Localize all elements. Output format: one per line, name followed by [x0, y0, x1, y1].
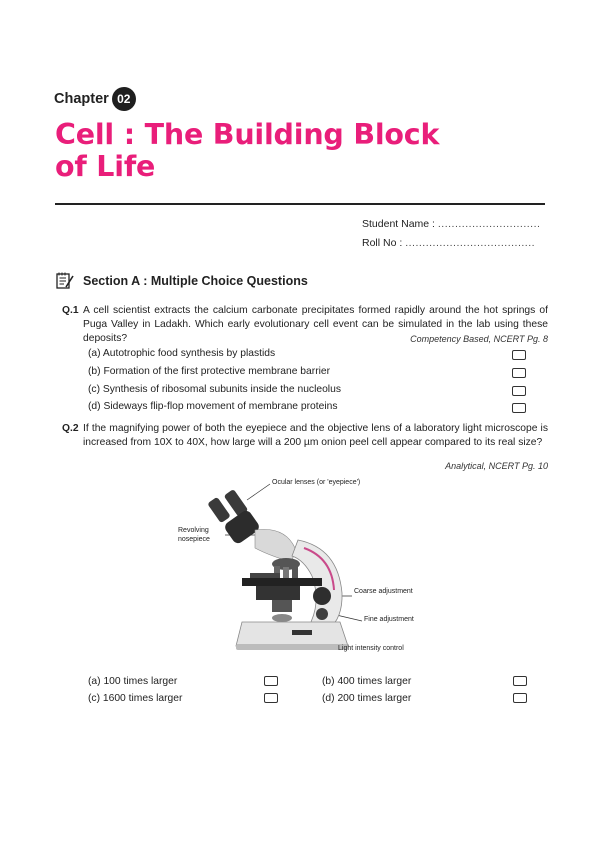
question-1 — [62, 304, 548, 346]
q2-option-d[interactable]: (d) 200 times larger — [322, 693, 412, 704]
q2-option-a-checkbox[interactable] — [264, 676, 278, 686]
student-name-row[interactable] — [362, 215, 540, 234]
q2-option-c-checkbox[interactable] — [264, 693, 278, 703]
roll-no-label: Roll No : — [362, 237, 403, 249]
question-1-source: Competency Based, NCERT Pg. 8 — [410, 334, 548, 344]
title-divider — [55, 203, 545, 205]
chapter-number-badge: 02 — [112, 87, 136, 111]
chapter-word: Chapter — [54, 91, 109, 107]
question-2 — [62, 422, 548, 470]
q2-option-a[interactable]: (a) 100 times larger — [88, 676, 178, 687]
q2-option-b[interactable]: (b) 400 times larger — [322, 676, 412, 687]
q2-option-c[interactable]: (c) 1600 times larger — [88, 693, 183, 704]
label-light: Light intensity control — [338, 645, 404, 652]
q1-option-c-label: (c) Synthesis of ribosomal subunits inside the nucleolus — [88, 384, 341, 395]
student-name-label: Student Name : — [362, 218, 435, 230]
question-2-source: Analytical, NCERT Pg. 10 — [445, 461, 548, 471]
q1-option-c-checkbox[interactable] — [512, 386, 526, 396]
q1-option-b-label: (b) Formation of the first protective membrane barrier — [88, 366, 331, 377]
q1-option-a-label: (a) Autotrophic food synthesis by plastids — [88, 348, 276, 359]
question-2-number: Q.2 — [62, 423, 79, 434]
q1-option-a[interactable] — [88, 348, 528, 363]
section-heading — [55, 272, 308, 290]
roll-no-blank[interactable]: ...................................... — [405, 237, 536, 249]
title-line-2: of Life — [55, 150, 156, 183]
label-fine: Fine adjustment — [364, 616, 414, 623]
label-ocular: Ocular lenses (or 'eyepiece') — [272, 479, 361, 486]
student-name-blank[interactable]: .............................. — [437, 218, 541, 230]
q2-option-d-checkbox[interactable] — [513, 693, 527, 703]
q1-option-d-label: (d) Sideways flip-flop movement of membrane proteins — [88, 401, 338, 412]
student-info — [362, 215, 540, 253]
title-line-1: Cell : The Building Block — [55, 118, 440, 151]
roll-no-row[interactable] — [362, 234, 540, 253]
label-coarse: Coarse adjustment — [354, 588, 413, 595]
question-2-text: If the magnifying power of both the eyepiece and the objective lens of a laboratory light microscope is increased from 10X to 40X, how large will a 200 µm onion peel cell appear compared to its real size? — [83, 423, 548, 448]
q1-option-b-checkbox[interactable] — [512, 368, 526, 378]
q2-option-b-checkbox[interactable] — [513, 676, 527, 686]
q1-option-a-checkbox[interactable] — [512, 350, 526, 360]
microscope-diagram — [200, 478, 370, 668]
page-title — [55, 119, 475, 183]
question-1-number: Q.1 — [62, 305, 79, 316]
chapter-label — [54, 87, 136, 111]
q1-option-d[interactable] — [88, 401, 528, 416]
q1-option-b[interactable] — [88, 366, 528, 381]
q1-option-d-checkbox[interactable] — [512, 403, 526, 413]
question-1-text: A cell scientist extracts the calcium carbonate precipitates formed rapidly around the hot springs of Puga Valley in Ladakh. Which early evolutionary cell event can be simulated in the lab using these deposits? — [83, 305, 548, 344]
notepad-icon — [55, 272, 75, 290]
q1-option-c[interactable] — [88, 384, 528, 399]
section-title: Section A : Multiple Choice Questions — [83, 274, 308, 288]
label-nosepiece-line1: Revolving — [178, 527, 209, 534]
label-nosepiece-line2: nosepiece — [178, 536, 210, 543]
